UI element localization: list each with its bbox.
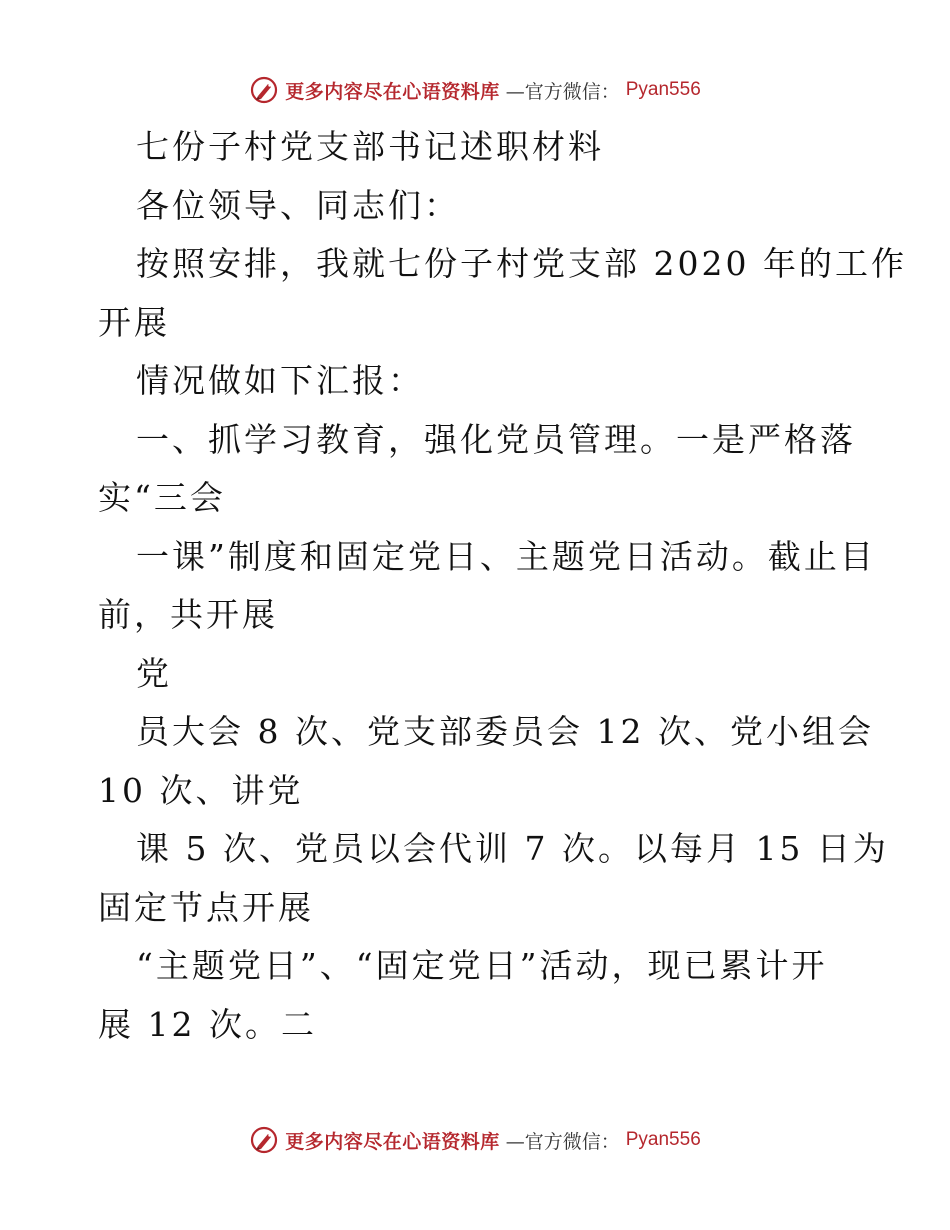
footer-brand-wechat-id: Pyan556 bbox=[625, 1129, 701, 1150]
doc-line: 各位领导、同志们： bbox=[136, 185, 460, 225]
doc-line: 一、抓学习教育，强化党员管理。一是严格落 bbox=[136, 419, 856, 459]
doc-line: “主题党日”、“固定党日”活动，现已累计开 bbox=[136, 946, 828, 985]
doc-line: 10 次、讲党 bbox=[98, 770, 304, 810]
doc-line: 按照安排，我就七份子村党支部 2020 年的工作 bbox=[136, 244, 907, 283]
header-brand-wechat-id: Pyan556 bbox=[625, 79, 701, 100]
header-brand bbox=[249, 75, 701, 105]
doc-line: 七份子村党支部书记述职材料 bbox=[136, 127, 604, 166]
doc-line: 课 5 次、党员以会代训 7 次。以每月 15 日为 bbox=[136, 829, 889, 868]
header-brand-subtitle: —官方微信： bbox=[505, 80, 620, 103]
doc-line: 开展 bbox=[98, 302, 170, 342]
footer-brand bbox=[249, 1125, 701, 1155]
doc-line: 情况做如下汇报： bbox=[136, 361, 424, 400]
doc-line: 一课”制度和固定党日、主题党日活动。截止目 bbox=[136, 536, 876, 576]
doc-line: 实“三会 bbox=[98, 478, 226, 517]
pen-logo-icon bbox=[249, 1125, 279, 1155]
doc-line: 展 12 次。二 bbox=[98, 1004, 317, 1044]
doc-line: 党 bbox=[136, 653, 172, 693]
page-footer bbox=[0, 1120, 950, 1160]
pen-logo-icon bbox=[249, 75, 279, 105]
doc-line: 前，共开展 bbox=[98, 595, 278, 634]
doc-line: 固定节点开展 bbox=[98, 887, 314, 927]
document-body bbox=[98, 118, 907, 1054]
page-header bbox=[0, 70, 950, 110]
footer-brand-title: 更多内容尽在心语资料库 bbox=[285, 1130, 500, 1153]
header-brand-title: 更多内容尽在心语资料库 bbox=[285, 80, 500, 103]
doc-line: 员大会 8 次、党支部委员会 12 次、党小组会 bbox=[136, 712, 874, 751]
footer-brand-subtitle: —官方微信： bbox=[505, 1130, 620, 1153]
